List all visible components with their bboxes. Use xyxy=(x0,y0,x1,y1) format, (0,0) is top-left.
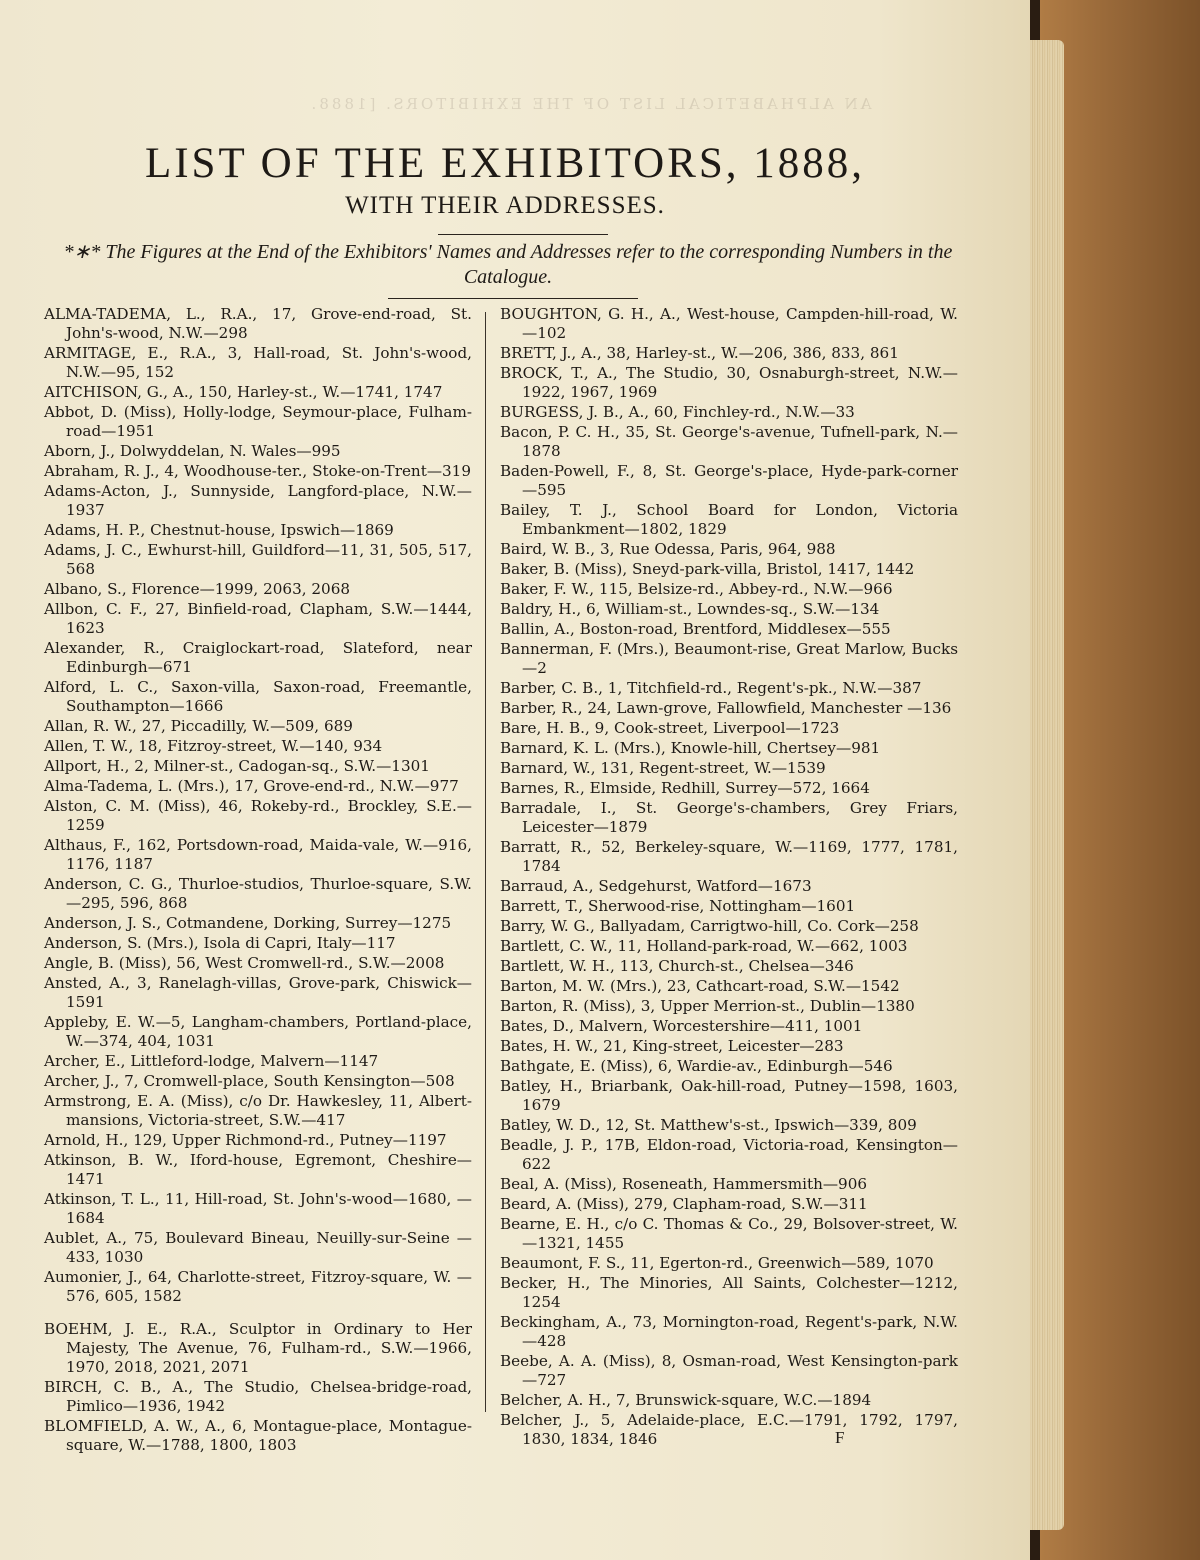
exhibitor-entry: Barratt, R., 52, Berkeley-square, W.—1169, 1777, 1781, 1784 xyxy=(500,838,958,875)
exhibitor-entry: Baird, W. B., 3, Rue Odessa, Paris, 964, 988 xyxy=(500,540,836,558)
exhibitor-entry: Atkinson, T. L., 11, Hill-road, St. John's-wood—1680, —1684 xyxy=(44,1190,472,1227)
exhibitor-entry: ALMA-TADEMA, L., R.A., 17, Grove-end-road, St. John's-wood, N.W.—298 xyxy=(44,305,472,342)
exhibitor-entry: Adams-Acton, J., Sunnyside, Langford-place, N.W.—1937 xyxy=(44,482,472,519)
exhibitor-entry: Barnard, W., 131, Regent-street, W.—1539 xyxy=(500,759,826,777)
exhibitor-entry: Adams, J. C., Ewhurst-hill, Guildford—11, 31, 505, 517, 568 xyxy=(44,541,472,578)
exhibitor-entry: Bacon, P. C. H., 35, St. George's-avenue, Tufnell-park, N.—1878 xyxy=(500,423,958,460)
exhibitor-entry: Bannerman, F. (Mrs.), Beaumont-rise, Great Marlow, Bucks—2 xyxy=(500,640,958,677)
exhibitor-entry: Beebe, A. A. (Miss), 8, Osman-road, West Kensington-park—727 xyxy=(500,1352,958,1389)
exhibitor-entry: Batley, H., Briarbank, Oak-hill-road, Putney—1598, 1603, 1679 xyxy=(500,1077,958,1114)
exhibitor-entry: Batley, W. D., 12, St. Matthew's-st., Ipswich—339, 809 xyxy=(500,1116,917,1134)
exhibitor-entry: Barber, R., 24, Lawn-grove, Fallowfield, Manchester —136 xyxy=(500,699,952,717)
exhibitor-entry: Arnold, H., 129, Upper Richmond-rd., Putney—1197 xyxy=(44,1131,447,1149)
exhibitor-entry: Barber, C. B., 1, Titchfield-rd., Regent's-pk., N.W.—387 xyxy=(500,679,922,697)
exhibitor-entry: Albano, S., Florence—1999, 2063, 2068 xyxy=(44,580,351,598)
exhibitor-entry: Barton, M. W. (Mrs.), 23, Cathcart-road, S.W.—1542 xyxy=(500,977,900,995)
exhibitor-entry: Bare, H. B., 9, Cook-street, Liverpool—1723 xyxy=(500,719,840,737)
exhibitor-entry: Barnes, R., Elmside, Redhill, Surrey—572, 1664 xyxy=(500,779,870,797)
exhibitor-entry: Abbot, D. (Miss), Holly-lodge, Seymour-place, Fulham-road—1951 xyxy=(44,403,472,440)
exhibitor-entry: Bathgate, E. (Miss), 6, Wardie-av., Edinburgh—546 xyxy=(500,1057,893,1075)
exhibitor-entry: Beaumont, F. S., 11, Egerton-rd., Greenwich—589, 1070 xyxy=(500,1254,934,1272)
exhibitor-entry: Atkinson, B. W., Iford-house, Egremont, Cheshire—1471 xyxy=(44,1151,472,1188)
exhibitor-entry: Archer, E., Littleford-lodge, Malvern—1147 xyxy=(44,1052,379,1070)
exhibitor-entry: Adams, H. P., Chestnut-house, Ipswich—1869 xyxy=(44,521,394,539)
exhibitor-entry: Aublet, A., 75, Boulevard Bineau, Neuilly-sur-Seine —433, 1030 xyxy=(44,1229,472,1266)
exhibitor-entry: Bates, D., Malvern, Worcestershire—411, 1001 xyxy=(500,1017,863,1035)
exhibitor-entry: Armstrong, E. A. (Miss), c/o Dr. Hawkesley, 11, Albert-mansions, Victoria-street, S.W.—417 xyxy=(44,1092,472,1129)
exhibitor-entry: BLOMFIELD, A. W., A., 6, Montague-place, Montague-square, W.—1788, 1800, 1803 xyxy=(44,1417,472,1454)
exhibitor-entry: Alma-Tadema, L. (Mrs.), 17, Grove-end-rd., N.W.—977 xyxy=(44,777,459,795)
exhibitor-entry: Alston, C. M. (Miss), 46, Rokeby-rd., Brockley, S.E.—1259 xyxy=(44,797,472,834)
page-subtitle: WITH THEIR ADDRESSES. xyxy=(345,192,665,219)
exhibitor-entry: Belcher, J., 5, Adelaide-place, E.C.—1791, 1792, 1797, 1830, 1834, 1846 xyxy=(500,1411,958,1448)
column-divider xyxy=(485,312,486,1412)
book-cover-edge xyxy=(1040,0,1200,1560)
exhibitor-entry: Appleby, E. W.—5, Langham-chambers, Portland-place, W.—374, 404, 1031 xyxy=(44,1013,472,1050)
page-title: LIST OF THE EXHIBITORS, 1888, xyxy=(144,140,866,187)
exhibitor-entry: Baden-Powell, F., 8, St. George's-place, Hyde-park-corner—595 xyxy=(500,462,958,499)
exhibitor-entry: Beard, A. (Miss), 279, Clapham-road, S.W.—311 xyxy=(500,1195,868,1213)
exhibitor-entry: Baker, F. W., 115, Belsize-rd., Abbey-rd., N.W.—966 xyxy=(500,580,893,598)
exhibitor-entry: Aumonier, J., 64, Charlotte-street, Fitzroy-square, W. —576, 605, 1582 xyxy=(44,1268,472,1305)
exhibitor-entry: Allport, H., 2, Milner-st., Cadogan-sq., S.W.—1301 xyxy=(44,757,430,775)
exhibitor-entry: Anderson, J. S., Cotmandene, Dorking, Surrey—1275 xyxy=(44,914,452,932)
exhibitor-entry: Barton, R. (Miss), 3, Upper Merrion-st., Dublin—1380 xyxy=(500,997,915,1015)
exhibitor-entry: Allen, T. W., 18, Fitzroy-street, W.—140, 934 xyxy=(44,737,383,755)
exhibitor-entry: Baker, B. (Miss), Sneyd-park-villa, Bristol, 1417, 1442 xyxy=(500,560,915,578)
exhibitor-entry: Barry, W. G., Ballyadam, Carrigtwo-hill, Co. Cork—258 xyxy=(500,917,919,935)
exhibitor-entry: Anderson, C. G., Thurloe-studios, Thurloe-square, S.W.—295, 596, 868 xyxy=(44,875,472,912)
exhibitor-entry: Anderson, S. (Mrs.), Isola di Capri, Italy—117 xyxy=(44,934,396,952)
exhibitor-entry: Beal, A. (Miss), Roseneath, Hammersmith—906 xyxy=(500,1175,868,1193)
exhibitor-entry: Abraham, R. J., 4, Woodhouse-ter., Stoke-on-Trent—319 xyxy=(44,462,471,480)
exhibitor-entry: BOUGHTON, G. H., A., West-house, Campden-hill-road, W.—102 xyxy=(500,305,958,342)
exhibitor-entry: Aborn, J., Dolwyddelan, N. Wales—995 xyxy=(44,442,341,460)
exhibitor-entry: BROCK, T., A., The Studio, 30, Osnaburgh-street, N.W.—1922, 1967, 1969 xyxy=(500,364,958,401)
exhibitor-entry: Alexander, R., Craiglockart-road, Slateford, near Edinburgh—671 xyxy=(44,639,472,676)
exhibitor-entry: Alford, L. C., Saxon-villa, Saxon-road, Freemantle, Southampton—1666 xyxy=(44,678,472,715)
exhibitor-entry: Belcher, A. H., 7, Brunswick-square, W.C.—1894 xyxy=(500,1391,872,1409)
exhibitor-entry: Angle, B. (Miss), 56, West Cromwell-rd., S.W.—2008 xyxy=(44,954,445,972)
exhibitor-entry: BRETT, J., A., 38, Harley-st., W.—206, 386, 833, 861 xyxy=(500,344,899,362)
exhibitor-entry: AITCHISON, G., A., 150, Harley-st., W.—1741, 1747 xyxy=(44,383,443,401)
exhibitor-entry: Becker, H., The Minories, All Saints, Colchester—1212, 1254 xyxy=(500,1274,958,1311)
exhibitor-entry: Bailey, T. J., School Board for London, Victoria Embankment—1802, 1829 xyxy=(500,501,958,538)
bleed-through-header: AN ALPHABETICAL LIST OF THE EXHIBITORS. [1888. xyxy=(308,95,872,113)
exhibitor-entry: Archer, J., 7, Cromwell-place, South Kensington—508 xyxy=(44,1072,455,1090)
exhibitor-entry: BOEHM, J. E., R.A., Sculptor in Ordinary to Her Majesty, The Avenue, 76, Fulham-rd., S.W.—1966, 1970, 2018, 2021, 2071 xyxy=(44,1320,472,1376)
left-column xyxy=(44,305,472,1456)
exhibitor-entry: BURGESS, J. B., A., 60, Finchley-rd., N.W.—33 xyxy=(500,403,855,421)
exhibitor-entry: Beadle, J. P., 17B, Eldon-road, Victoria-road, Kensington—622 xyxy=(500,1136,958,1173)
exhibitor-entry: BIRCH, C. B., A., The Studio, Chelsea-bridge-road, Pimlico—1936, 1942 xyxy=(44,1378,472,1415)
note-rule xyxy=(388,298,638,299)
catalogue-note: *∗* The Figures at the End of the Exhibitors' Names and Addresses refer to the corresponding Numbers in the Catalogue. xyxy=(63,241,953,288)
exhibitor-entry: Baldry, H., 6, William-st., Lowndes-sq., S.W.—134 xyxy=(500,600,880,618)
right-column xyxy=(500,305,958,1450)
exhibitor-entry: ARMITAGE, E., R.A., 3, Hall-road, St. John's-wood, N.W.—95, 152 xyxy=(44,344,472,381)
exhibitor-entry: Ballin, A., Boston-road, Brentford, Middlesex—555 xyxy=(500,620,891,638)
exhibitor-entry: Althaus, F., 162, Portsdown-road, Maida-vale, W.—916, 1176, 1187 xyxy=(44,836,472,873)
exhibitor-entry: Allbon, C. F., 27, Binfield-road, Clapham, S.W.—1444, 1623 xyxy=(44,600,472,637)
signature-mark: F xyxy=(835,1428,845,1447)
exhibitor-entry: Bearne, E. H., c/o C. Thomas & Co., 29, Bolsover-street, W.—1321, 1455 xyxy=(500,1215,958,1252)
exhibitor-entry: Ansted, A., 3, Ranelagh-villas, Grove-park, Chiswick—1591 xyxy=(44,974,472,1011)
exhibitor-entry: Barnard, K. L. (Mrs.), Knowle-hill, Chertsey—981 xyxy=(500,739,881,757)
exhibitor-entry: Bartlett, W. H., 113, Church-st., Chelsea—346 xyxy=(500,957,854,975)
exhibitor-entry: Barraud, A., Sedgehurst, Watford—1673 xyxy=(500,877,812,895)
exhibitor-entry: Beckingham, A., 73, Mornington-road, Regent's-park, N.W.—428 xyxy=(500,1313,958,1350)
exhibitor-entry: Allan, R. W., 27, Piccadilly, W.—509, 689 xyxy=(44,717,353,735)
exhibitor-entry: Barradale, I., St. George's-chambers, Grey Friars, Leicester—1879 xyxy=(500,799,958,836)
exhibitor-entry: Bartlett, C. W., 11, Holland-park-road, W.—662, 1003 xyxy=(500,937,908,955)
exhibitor-entry: Barrett, T., Sherwood-rise, Nottingham—1601 xyxy=(500,897,856,915)
title-rule xyxy=(438,234,608,235)
exhibitor-entry: Bates, H. W., 21, King-street, Leicester—283 xyxy=(500,1037,844,1055)
